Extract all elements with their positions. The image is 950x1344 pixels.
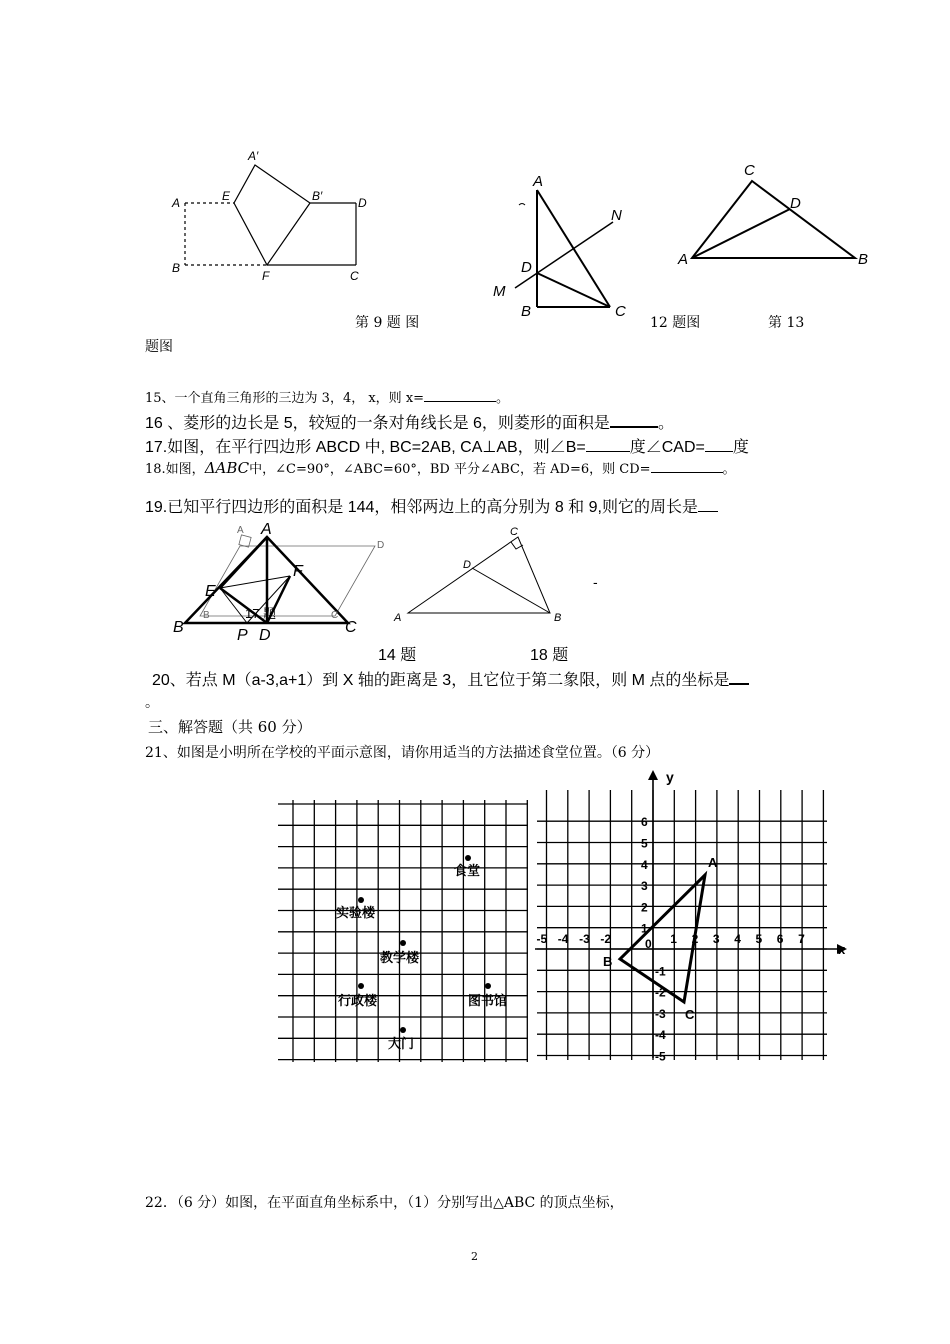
question-16: 16 、菱形的边长是 5，较短的一条对角线长是 6，则菱形的面积是 。 — [145, 415, 674, 432]
figure-18 — [390, 525, 580, 630]
label-c-small: C — [331, 610, 339, 621]
label-f: F — [293, 563, 303, 580]
label-e: E — [205, 583, 216, 600]
label-d-small: D — [377, 540, 385, 551]
y-tick-label: 6 — [641, 815, 648, 830]
label-b-prime: B′ — [312, 189, 323, 203]
x-tick-label: 3 — [712, 932, 720, 946]
caption-12: 12 题图 — [650, 315, 701, 331]
label-lab: 实验楼 — [336, 905, 376, 920]
vertex-a: A — [708, 855, 718, 870]
label-b: B — [172, 261, 181, 275]
origin-label: 0 — [645, 937, 652, 951]
question-19: 19.已知平行四边形的面积是 144，相邻两边上的高分别为 8 和 9,则它的周长是 — [145, 494, 718, 517]
label-b: B — [858, 251, 869, 268]
y-tick-label: -2 — [655, 985, 666, 1000]
figure-14 — [165, 518, 400, 643]
caption-14: 14 题 — [378, 647, 417, 664]
label-d: D — [358, 196, 367, 210]
label-c: C — [345, 619, 357, 636]
label-canteen: 食堂 — [454, 863, 481, 878]
vertex-c: C — [685, 1007, 695, 1022]
label-d: D — [521, 259, 532, 276]
caption-17: 17 题 — [245, 606, 277, 621]
x-axis-label: x — [838, 942, 846, 957]
label-b: B — [554, 612, 562, 624]
label-teaching-building: 教学楼 — [380, 950, 420, 965]
figure-9 — [160, 140, 380, 290]
x-tick-label: 2 — [691, 932, 699, 946]
y-tick-label: 2 — [641, 900, 648, 915]
y-tick-label: -1 — [655, 964, 666, 979]
label-a: A — [172, 196, 181, 210]
label-c: C — [350, 269, 359, 283]
question-15: 15、一个直角三角形的三边为 3，4， x，则 x= 。 — [145, 391, 510, 406]
vertex-b: B — [603, 954, 613, 969]
y-tick-label: 4 — [641, 857, 648, 872]
y-tick-label: -4 — [655, 1028, 666, 1043]
y-tick-label: 3 — [641, 879, 648, 894]
x-tick-label: -2 — [600, 932, 612, 946]
x-tick-label: 7 — [798, 932, 805, 946]
label-c: C — [615, 303, 626, 320]
school-map — [278, 800, 533, 1062]
question-20-tail: 。 — [145, 694, 159, 710]
x-tick-label: -4 — [557, 932, 569, 946]
x-tick-label: 1 — [670, 932, 677, 946]
caption-13-cont: 题图 — [145, 339, 173, 355]
label-a-prime: A′ — [248, 149, 259, 163]
label-gate: 大门 — [388, 1036, 415, 1051]
x-tick-label: 4 — [734, 932, 741, 946]
label-d: D — [790, 195, 801, 212]
label-c: C — [510, 526, 518, 538]
label-d: D — [463, 559, 471, 571]
label-b: B — [521, 303, 532, 320]
label-admin-building: 行政楼 — [338, 993, 378, 1008]
caption-13: 第 13 — [768, 315, 805, 331]
label-a: A — [533, 173, 544, 190]
label-c: C — [744, 162, 755, 179]
y-tick-label: -3 — [655, 1006, 666, 1021]
label-a: A — [678, 251, 689, 268]
y-axis-label: y — [666, 769, 674, 785]
label-e: E — [222, 189, 231, 203]
label-a: A — [261, 521, 272, 538]
label-library: 图书馆 — [468, 993, 508, 1008]
coordinate-plane — [535, 768, 850, 1063]
label-d: D — [259, 627, 271, 643]
x-tick-label: 5 — [755, 932, 763, 946]
label-n: N — [611, 207, 622, 224]
y-tick-label: 1 — [641, 921, 648, 936]
figure-12 — [485, 170, 645, 320]
y-tick-label: 5 — [641, 836, 648, 851]
question-20: 20、若点 M（a-3,a+1）到 X 轴的距离是 3，且它位于第二象限，则 M 点的坐标是 — [152, 667, 749, 690]
label-b-small: B — [203, 610, 210, 621]
y-tick-label: -5 — [655, 1049, 666, 1063]
caption-9: 第 9 题 图 — [355, 315, 420, 331]
question-17: 17.如图，在平行四边形 ABCD 中, BC=2AB, CA⊥AB，则∠B= 度∠CAD= 度 — [145, 439, 749, 456]
question-21: 21、如图是小明所在学校的平面示意图，请你用适当的方法描述食堂位置。（6 分） — [145, 745, 660, 761]
question-18: 18.如图，ΔABC中，∠C=90°，∠ABC=60°，BD 平分∠ABC，若 AD=6，则 CD= 。 — [145, 459, 736, 477]
page-number: 2 — [471, 1250, 478, 1263]
label-m: M — [493, 283, 506, 300]
label-f: F — [262, 269, 270, 283]
section-3-heading: 三、解答题（共 60 分） — [148, 718, 312, 736]
x-tick-label: -3 — [579, 932, 590, 946]
stray-dash: - — [593, 574, 598, 590]
label-a-small: A — [237, 525, 244, 536]
label-a: A — [394, 612, 402, 624]
label-b: B — [173, 619, 184, 636]
question-22: 22．（6 分）如图，在平面直角坐标系中，（1）分别写出△ABC 的顶点坐标， — [145, 1195, 624, 1211]
x-tick-label: -5 — [536, 932, 548, 946]
x-tick-label: 6 — [776, 932, 784, 946]
caption-18: 18 题 — [530, 647, 569, 664]
figure-13 — [670, 155, 880, 275]
label-p: P — [237, 627, 248, 643]
